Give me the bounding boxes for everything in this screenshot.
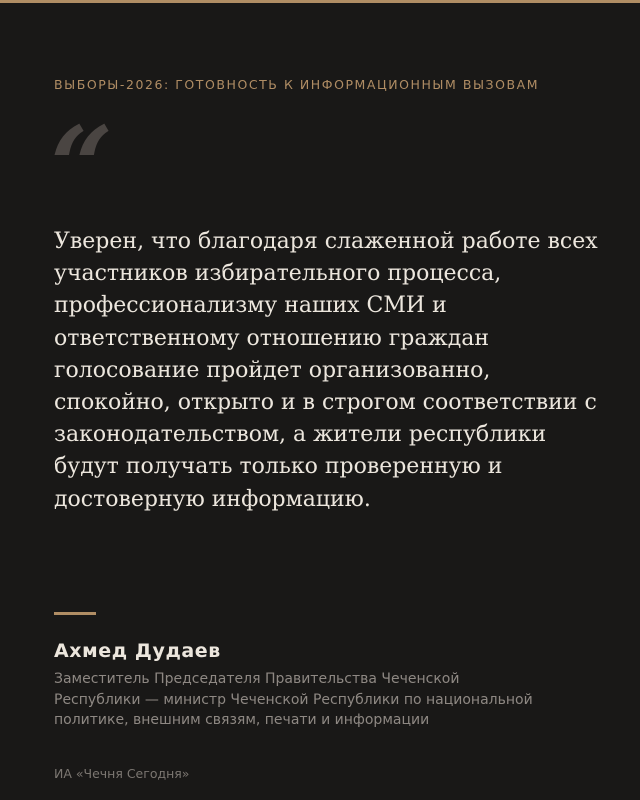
quote-mark-icon: “ [50, 102, 114, 231]
author-title: Заместитель Председателя Правительства Чеченской Республики — министр Чеченской Республики по национальной политике, внешним связям, печати и информации [54, 671, 533, 728]
section-kicker: ВЫБОРЫ-2026: ГОТОВНОСТЬ К ИНФОРМАЦИОННЫМ ВЫЗОВАМ [54, 77, 540, 92]
top-accent-rule [0, 0, 640, 3]
source-credit: ИА «Чечня Сегодня» [54, 766, 190, 781]
author-name: Ахмед Дудаев [54, 640, 221, 662]
accent-divider [54, 612, 96, 615]
quote-text: Уверен, что благодаря слаженной работе всех участников избирательного процесса, профессионализму наших СМИ и ответственному отношению граждан голосование пройдет организованно, спокойно, открыто и в строгом соответствии с законодательством, а жители республики будут получать только проверенную и достоверную информацию. [54, 229, 598, 512]
